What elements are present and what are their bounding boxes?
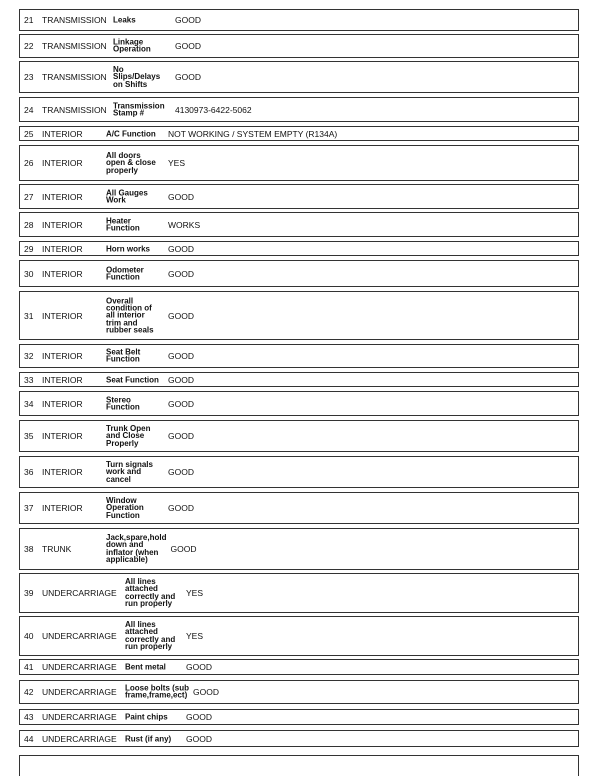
row-item-line: Leaks — [113, 15, 136, 25]
row-item-line: Trunk Open — [106, 423, 151, 433]
row-item — [106, 534, 166, 564]
row-item — [106, 425, 150, 447]
row-item-line: Slips/Delays — [113, 72, 161, 82]
row-item-line: Paint chips — [125, 712, 168, 722]
row-item-line: All doors — [106, 150, 141, 160]
row-category: TRUNK — [42, 544, 72, 554]
row-number: 44 — [24, 733, 34, 744]
row-value: YES — [186, 631, 204, 641]
table-row — [19, 291, 579, 340]
row-item-line: Heater — [106, 216, 131, 226]
row-item-line: run properly — [125, 642, 173, 652]
row-item — [125, 713, 168, 720]
row-item-line: Odometer — [106, 265, 144, 275]
table-row — [19, 709, 579, 725]
row-item-line: No — [113, 64, 124, 74]
row-item-line: rubber seals — [106, 325, 154, 335]
row-item — [106, 297, 154, 334]
table-row — [19, 659, 579, 675]
row-value: GOOD — [168, 374, 194, 385]
row-value: YES — [168, 158, 186, 168]
row-item-line: Operation — [106, 503, 144, 513]
table-row — [19, 730, 579, 747]
row-number: 31 — [24, 310, 34, 321]
row-value: GOOD — [170, 544, 197, 554]
row-number: 41 — [24, 662, 34, 672]
row-item-line: work and — [106, 467, 142, 477]
row-item-line: Seat Belt — [106, 347, 141, 357]
row-item-line: Rust (if any) — [125, 733, 172, 743]
row-value: GOOD — [186, 662, 212, 672]
table-row — [19, 97, 579, 122]
row-value: GOOD — [168, 268, 194, 279]
row-value: WORKS — [168, 219, 201, 230]
row-item — [125, 735, 171, 742]
row-value: GOOD — [175, 72, 201, 82]
table-row — [19, 528, 579, 570]
row-number: 35 — [24, 431, 34, 441]
row-number: 38 — [24, 544, 34, 554]
table-row — [19, 456, 579, 488]
row-item-line: Function — [106, 402, 140, 412]
row-number: 36 — [24, 467, 34, 477]
row-number: 26 — [24, 158, 34, 168]
row-item — [106, 189, 148, 204]
row-number: 22 — [24, 41, 34, 51]
row-category: INTERIOR — [42, 191, 83, 202]
row-item-line: trim and — [106, 318, 138, 328]
row-item-line: Function — [106, 272, 140, 282]
row-item-line: Transmission — [113, 101, 165, 111]
row-item — [113, 16, 136, 23]
row-item-line: Function — [106, 510, 140, 520]
row-item-line: A/C Function — [106, 128, 156, 138]
row-item-line: inflator (when — [106, 548, 159, 557]
row-item-line: Properly — [106, 438, 139, 448]
row-item-line: All Gauges — [106, 188, 148, 198]
row-number: 28 — [24, 219, 34, 230]
table-row — [19, 61, 579, 93]
row-item-line: frame,frame,ect) — [125, 691, 188, 700]
row-value: GOOD — [168, 243, 194, 254]
row-item — [113, 39, 151, 54]
row-number: 33 — [24, 374, 34, 385]
row-number: 43 — [24, 712, 34, 722]
row-item — [113, 66, 160, 88]
row-category: INTERIOR — [42, 158, 83, 168]
row-item-line: down and — [106, 540, 144, 550]
row-value: GOOD — [168, 351, 194, 361]
row-category: UNDERCARRIAGE — [42, 662, 117, 672]
row-category: UNDERCARRIAGE — [42, 588, 117, 598]
table-row — [19, 372, 579, 387]
row-item — [106, 396, 140, 411]
row-item — [106, 349, 140, 364]
row-category: TRANSMISSION — [42, 41, 107, 51]
table-row — [19, 212, 579, 237]
row-item-line: All lines — [125, 577, 156, 587]
row-item-line: Function — [106, 355, 140, 364]
table-row — [19, 241, 579, 256]
row-category: INTERIOR — [42, 503, 83, 513]
row-value: GOOD — [168, 310, 194, 321]
row-category: INTERIOR — [42, 467, 83, 477]
row-item-line: correctly and — [125, 635, 176, 644]
row-item — [113, 102, 165, 117]
row-item-line: correctly and — [125, 592, 176, 601]
row-number: 24 — [24, 104, 34, 115]
row-category: INTERIOR — [42, 374, 83, 385]
row-category: INTERIOR — [42, 219, 83, 230]
row-item-line: attached — [125, 627, 158, 637]
row-number: 32 — [24, 351, 34, 361]
row-item-line: Horn works — [106, 243, 151, 253]
table-row — [19, 126, 579, 141]
table-row — [19, 420, 579, 452]
row-number: 27 — [24, 191, 34, 202]
row-item — [106, 152, 156, 174]
row-number: 25 — [24, 128, 34, 139]
row-number: 37 — [24, 503, 34, 513]
row-value: GOOD — [193, 687, 219, 697]
row-value: GOOD — [168, 503, 194, 513]
row-category: TRANSMISSION — [42, 72, 107, 82]
table-row — [19, 9, 579, 31]
row-item-line: attached — [125, 584, 158, 594]
row-number: 21 — [24, 15, 34, 25]
row-item-line: run properly — [125, 599, 173, 609]
row-item-line: Loose bolts (sub — [125, 683, 189, 693]
row-category: INTERIOR — [42, 128, 83, 139]
row-category: INTERIOR — [42, 431, 83, 441]
row-number: 40 — [24, 631, 34, 641]
row-value: YES — [186, 588, 204, 598]
row-category: TRANSMISSION — [42, 104, 107, 115]
row-category: INTERIOR — [42, 310, 83, 321]
row-item-line: Linkage — [113, 37, 144, 47]
row-item-line: All lines — [125, 620, 156, 630]
row-item — [125, 685, 189, 700]
row-number: 29 — [24, 243, 34, 254]
row-item-line: properly — [106, 165, 139, 175]
table-row — [19, 145, 579, 181]
row-value: NOT WORKING / SYSTEM EMPTY (R134A) — [168, 128, 338, 139]
row-item-line: and Close — [106, 431, 145, 441]
table-row — [19, 34, 579, 58]
row-item-line: Jack,spare,hold — [106, 533, 167, 543]
table-row — [19, 680, 579, 704]
table-row — [19, 184, 579, 209]
table-row — [19, 573, 579, 613]
row-value: GOOD — [168, 431, 194, 441]
row-item-line: all interior — [106, 310, 145, 320]
row-value: GOOD — [186, 712, 212, 722]
row-value: GOOD — [168, 467, 194, 477]
row-item — [106, 266, 144, 281]
row-item-line: applicable) — [106, 555, 148, 565]
row-category: INTERIOR — [42, 243, 83, 254]
row-item — [106, 130, 156, 137]
row-item-line: Stamp # — [113, 108, 145, 118]
row-item-line: Window — [106, 495, 137, 505]
row-item-line: Bent metal — [125, 662, 166, 672]
row-item-line: open & close — [106, 158, 156, 168]
table-row — [19, 492, 579, 524]
row-item-line: Seat Function — [106, 374, 159, 384]
row-item-line: on Shifts — [113, 79, 148, 89]
row-item — [106, 461, 153, 483]
row-value: GOOD — [186, 733, 212, 744]
row-item — [125, 578, 175, 608]
table-row-partial — [19, 755, 579, 776]
row-value: GOOD — [175, 41, 201, 51]
row-item-line: Work — [106, 195, 126, 205]
row-number: 39 — [24, 588, 34, 598]
row-value: 4130973-6422-5062 — [175, 104, 252, 115]
row-category: INTERIOR — [42, 268, 83, 279]
row-number: 23 — [24, 72, 34, 82]
row-number: 42 — [24, 687, 34, 697]
row-item-line: Operation — [113, 45, 151, 54]
row-item-line: Function — [106, 223, 140, 233]
row-item — [106, 376, 159, 383]
row-category: UNDERCARRIAGE — [42, 631, 117, 641]
table-row — [19, 260, 579, 287]
table-row — [19, 616, 579, 656]
row-category: UNDERCARRIAGE — [42, 687, 117, 697]
row-item — [106, 217, 140, 232]
row-item-line: Overall — [106, 295, 134, 305]
row-category: INTERIOR — [42, 351, 83, 361]
row-value: GOOD — [168, 398, 194, 409]
row-item-line: condition of — [106, 303, 152, 313]
row-item-line: Stereo — [106, 395, 131, 405]
table-row — [19, 344, 579, 368]
row-item — [106, 245, 150, 252]
row-item-line: cancel — [106, 474, 131, 484]
table-row — [19, 391, 579, 416]
row-category: UNDERCARRIAGE — [42, 712, 117, 722]
row-item — [125, 621, 175, 651]
row-item — [106, 497, 144, 519]
row-category: TRANSMISSION — [42, 15, 107, 25]
row-item-line: Turn signals — [106, 459, 153, 469]
row-value: GOOD — [175, 15, 201, 25]
row-category: INTERIOR — [42, 398, 83, 409]
row-category: UNDERCARRIAGE — [42, 733, 117, 744]
row-item — [125, 663, 166, 670]
row-number: 34 — [24, 398, 34, 409]
row-value: GOOD — [168, 191, 194, 202]
row-number: 30 — [24, 268, 34, 279]
